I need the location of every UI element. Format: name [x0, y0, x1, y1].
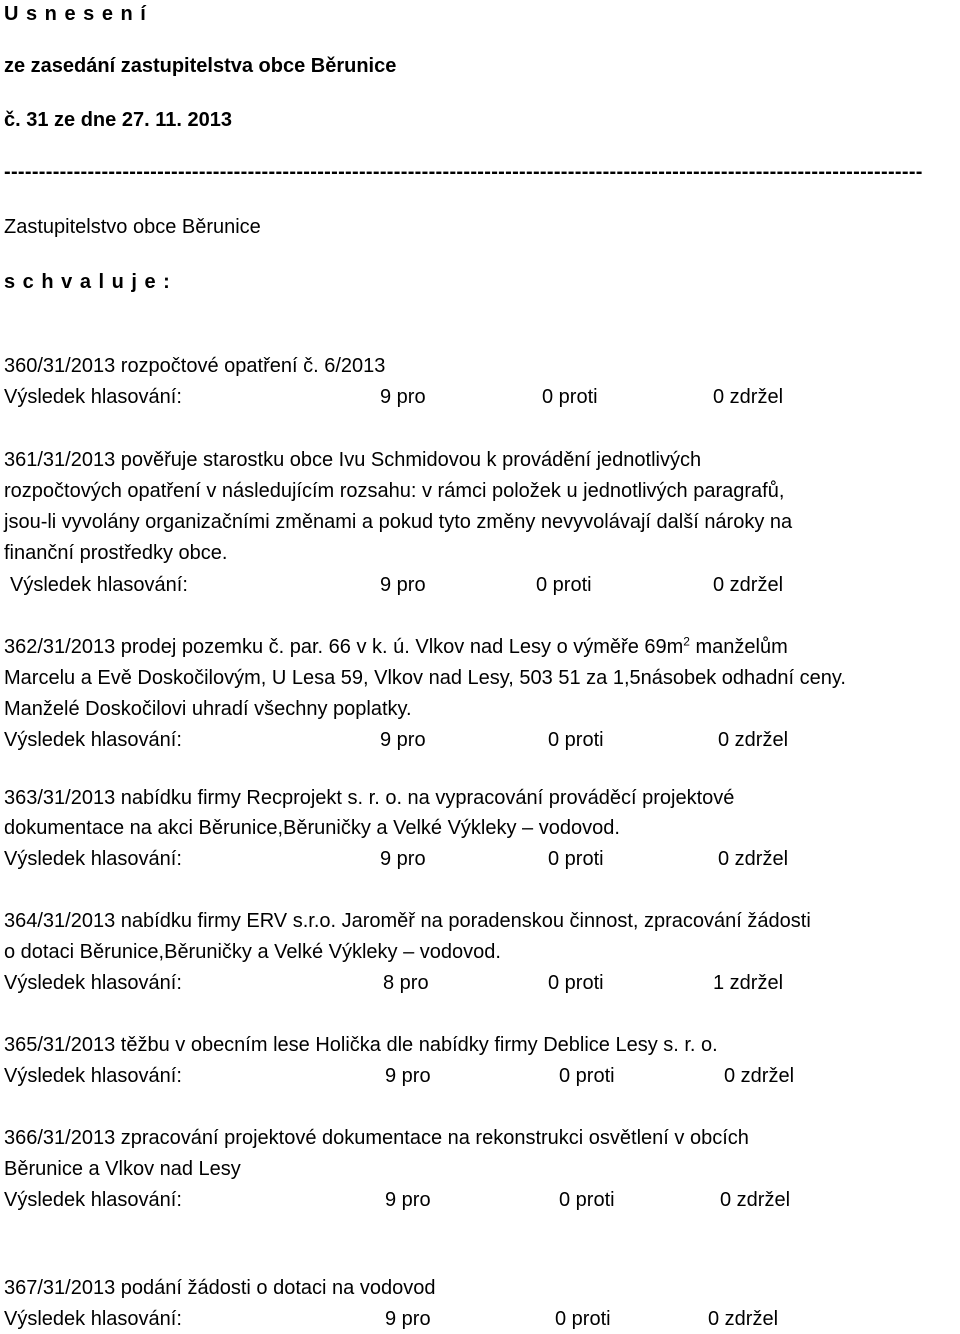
- resolution-362-line-1-rest: manželům: [689, 636, 788, 658]
- meeting-heading: ze zasedání zastupitelstva obce Běrunice: [4, 55, 397, 77]
- resolution-365-text: 365/31/2013 těžbu v obecním lese Holička dle nabídky firmy Deblice Lesy s. r. o.: [4, 1034, 718, 1056]
- vote-proti: 0 proti: [542, 386, 598, 408]
- resolution-362-line-1: [4, 634, 788, 658]
- vote-pro: 9 pro: [385, 1308, 431, 1330]
- resolution-362-line-1-text: 362/31/2013 prodej pozemku č. par. 66 v k. ú. Vlkov nad Lesy o výměře 69m: [4, 636, 684, 658]
- vote-label: Výsledek hlasování:: [4, 1308, 182, 1330]
- resolution-360-text: 360/31/2013 rozpočtové opatření č. 6/2013: [4, 355, 386, 377]
- resolution-367-text: 367/31/2013 podání žádosti o dotaci na vodovod: [4, 1277, 436, 1299]
- vote-zdrzel: 0 zdržel: [713, 574, 784, 596]
- vote-zdrzel: 1 zdržel: [713, 972, 784, 994]
- vote-label: Výsledek hlasování:: [4, 729, 182, 751]
- vote-zdrzel: 0 zdržel: [720, 1189, 791, 1211]
- vote-pro: 9 pro: [380, 574, 426, 596]
- resolution-361-line-3: jsou-li vyvolány organizačními změnami a pokud tyto změny nevyvolávají další nároky na: [4, 511, 793, 533]
- resolution-366-line-1: 366/31/2013 zpracování projektové dokumentace na rekonstrukci osvětlení v obcích: [4, 1127, 749, 1149]
- vote-label: Výsledek hlasování:: [4, 1189, 182, 1211]
- vote-proti: 0 proti: [548, 972, 604, 994]
- vote-zdrzel: 0 zdržel: [724, 1065, 795, 1087]
- vote-zdrzel: 0 zdržel: [718, 729, 789, 751]
- vote-label: Výsledek hlasování:: [4, 848, 182, 870]
- vote-pro: 9 pro: [385, 1065, 431, 1087]
- vote-proti: 0 proti: [548, 848, 604, 870]
- vote-pro: 9 pro: [380, 729, 426, 751]
- resolution-361-line-4: finanční prostředky obce.: [4, 542, 228, 564]
- vote-pro: 9 pro: [380, 848, 426, 870]
- vote-proti: 0 proti: [559, 1189, 615, 1211]
- council-name: Zastupitelstvo obce Běrunice: [4, 216, 261, 238]
- resolution-366-line-2: Běrunice a Vlkov nad Lesy: [4, 1158, 241, 1180]
- vote-proti: 0 proti: [536, 574, 592, 596]
- resolution-361-line-2: rozpočtových opatření v následujícím rozsahu: v rámci položek u jednotlivých paragrafů,: [4, 480, 785, 502]
- vote-label: Výsledek hlasování:: [10, 574, 188, 596]
- vote-pro: 9 pro: [385, 1189, 431, 1211]
- vote-proti: 0 proti: [548, 729, 604, 751]
- resolution-362-line-2: Marcelu a Evě Doskočilovým, U Lesa 59, Vlkov nad Lesy, 503 51 za 1,5násobek odhadní ceny.: [4, 667, 846, 689]
- document-title: U s n e s e n í: [4, 3, 147, 25]
- vote-label: Výsledek hlasování:: [4, 386, 182, 408]
- vote-pro: 8 pro: [383, 972, 429, 994]
- meeting-number-date: č. 31 ze dne 27. 11. 2013: [4, 109, 232, 131]
- vote-label: Výsledek hlasování:: [4, 1065, 182, 1087]
- vote-pro: 9 pro: [380, 386, 426, 408]
- vote-proti: 0 proti: [555, 1308, 611, 1330]
- resolution-363-line-2: dokumentace na akci Běrunice,Běruničky a Velké Výkleky – vodovod.: [4, 817, 620, 839]
- resolution-364-line-2: o dotaci Běrunice,Běruničky a Velké Výkleky – vodovod.: [4, 941, 501, 963]
- vote-zdrzel: 0 zdržel: [713, 386, 784, 408]
- vote-zdrzel: 0 zdržel: [718, 848, 789, 870]
- resolution-364-line-1: 364/31/2013 nabídku firmy ERV s.r.o. Jaroměř na poradenskou činnost, zpracování žádosti: [4, 910, 811, 932]
- resolution-361-line-1: 361/31/2013 pověřuje starostku obce Ivu Schmidovou k provádění jednotlivých: [4, 449, 702, 471]
- superscript-two: 2: [683, 634, 690, 649]
- vote-label: Výsledek hlasování:: [4, 972, 182, 994]
- resolution-363-line-1: 363/31/2013 nabídku firmy Recprojekt s. r. o. na vypracování prováděcí projektové: [4, 787, 735, 809]
- separator-line: ------------------------------------------------------------------------------------------------------------------------------------: [4, 162, 923, 182]
- resolution-362-line-3: Manželé Doskočilovi uhradí všechny poplatky.: [4, 698, 412, 720]
- approves-heading: s c h v a l u j e :: [4, 271, 171, 293]
- vote-zdrzel: 0 zdržel: [708, 1308, 779, 1330]
- vote-proti: 0 proti: [559, 1065, 615, 1087]
